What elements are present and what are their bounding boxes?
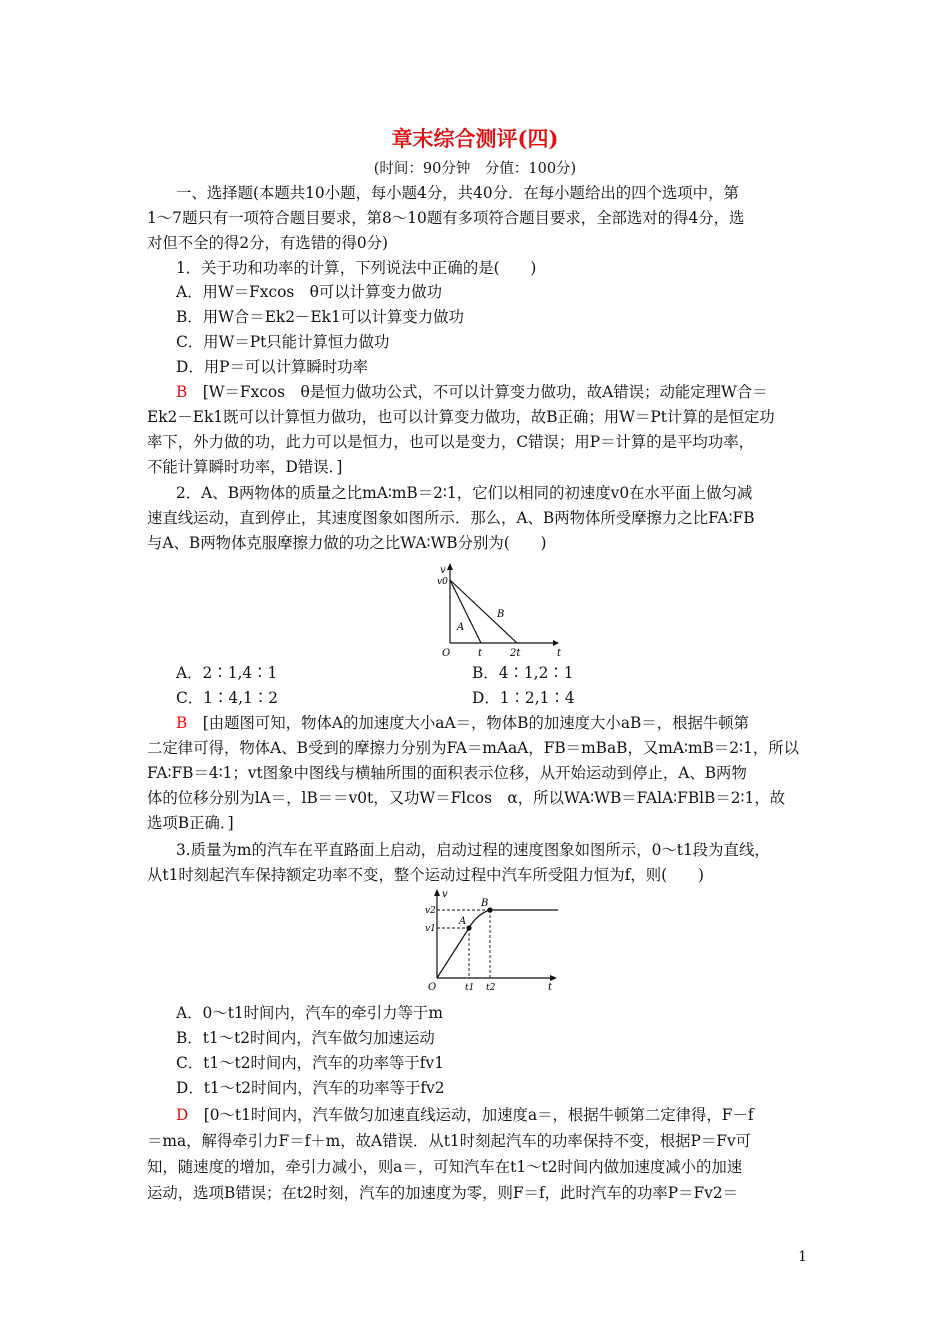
svg-text:t: t xyxy=(557,648,562,659)
section-instructions: 一、选择题(本题共10小题，每小题4分，共40分．在每小题给出的四个选项中，第 xyxy=(176,184,739,202)
q2-explanation: 二定律可得，物体A、B受到的摩擦力分别为FA＝mAaA，FB＝mBaB，又mA∶mB＝2∶1，所以 xyxy=(147,739,800,757)
svg-text:t1: t1 xyxy=(465,983,475,993)
svg-text:O: O xyxy=(428,982,437,993)
svg-text:A: A xyxy=(457,622,465,633)
question-2-stem: 2．A、B两物体的质量之比mA∶mB＝2∶1，它们以相同的初速度v0在水平面上做匀减 xyxy=(176,484,753,502)
q2-option-a: A．2∶1,4∶1 xyxy=(176,664,278,682)
q1-option-d: D．用P＝可以计算瞬时功率 xyxy=(176,358,368,376)
q3-velocity-time-graph xyxy=(412,888,572,998)
q3-option-c: C．t1～t2时间内，汽车的功率等于fv1 xyxy=(176,1054,444,1072)
svg-text:A: A xyxy=(459,916,467,927)
question-3-stem: 3.质量为m的汽车在平直路面上启动，启动过程的速度图象如图所示，0～t1段为直线， xyxy=(176,841,770,859)
q1-explanation: B [W＝Fxcos θ是恒力做功公式，不可以计算变力做功，故A错误；动能定理W合＝ xyxy=(176,383,768,401)
question-1-stem: 1．关于功和功率的计算，下列说法中正确的是( ) xyxy=(176,259,537,277)
q2-explanation: 选项B正确．] xyxy=(147,814,234,832)
point-a xyxy=(466,925,471,930)
q1-explanation: 率下，外力做的功，此力可以是恒力，也可以是变力，C错误；用P＝计算的是平均功率， xyxy=(147,433,754,451)
page-number: 1 xyxy=(798,1249,807,1265)
svg-text:t2: t2 xyxy=(486,983,496,993)
svg-text:v2: v2 xyxy=(425,906,436,916)
q2-option-d: D．1∶2,1∶4 xyxy=(472,689,575,707)
svg-text:v: v xyxy=(440,565,446,576)
q2-options-row xyxy=(176,686,807,710)
q1-option-c: C．用W＝Pt只能计算恒力做功 xyxy=(176,333,390,351)
svg-text:v: v xyxy=(442,889,448,900)
q2-options-row xyxy=(176,661,807,685)
q2-explanation: 体的位移分别为lA＝，lB＝＝v0t，又功W＝Flcos α，所以WA∶WB＝FAlA∶FBlB＝2∶1，故 xyxy=(147,789,786,807)
q2-velocity-time-graph xyxy=(420,560,570,660)
svg-text:2t: 2t xyxy=(510,648,521,659)
q2-explanation: B [由题图可知，物体A的加速度大小aA＝，物体B的加速度大小aB＝，根据牛顿第 xyxy=(176,714,750,732)
page-title: 章末综合测评(四) xyxy=(391,126,559,151)
question-2-stem: 速直线运动，直到停止，其速度图象如图所示．那么，A、B两物体所受摩擦力之比FA∶FB xyxy=(147,509,755,527)
q3-option-d: D．t1～t2时间内，汽车的功率等于fv2 xyxy=(176,1079,445,1097)
exam-meta: (时间：90分钟 分值：100分) xyxy=(373,161,577,177)
svg-text:v1: v1 xyxy=(425,924,436,934)
q3-answer: D xyxy=(176,1106,189,1124)
svg-text:t: t xyxy=(548,982,553,993)
question-2-stem: 与A、B两物体克服摩擦力做的功之比WA∶WB分别为( ) xyxy=(147,534,547,552)
line-a xyxy=(450,580,481,643)
q2-option-b: B．4∶1,2∶1 xyxy=(472,664,574,682)
q3-explanation: 知，随速度的增加，牵引力减小，则a＝，可知汽车在t1～t2时间内做加速度减小的加速 xyxy=(147,1158,743,1176)
q3-explanation: D [0～t1时间内，汽车做匀加速直线运动，加速度a＝，根据牛顿第二定律得，F－f xyxy=(176,1106,754,1124)
q3-explanation: ＝ma，解得牵引力F＝f＋m，故A错误．从t1时刻起汽车的功率保持不变，根据P＝Fv可 xyxy=(147,1132,752,1150)
q1-explanation: Ek2－Ek1既可以计算恒力做功，也可以计算变力做功，故B正确；用W＝Pt计算的是恒定功 xyxy=(147,408,775,426)
q1-explanation: 不能计算瞬时功率，D错误．] xyxy=(147,458,343,476)
q2-option-c: C．1∶4,1∶2 xyxy=(176,689,279,707)
section-instructions: 对但不全的得2分，有选错的得0分) xyxy=(147,234,389,252)
q1-option-b: B．用W合＝Ek2－Ek1可以计算变力做功 xyxy=(176,308,464,326)
q3-option-a: A．0～t1时间内，汽车的牵引力等于m xyxy=(176,1004,443,1022)
question-3-stem: 从t1时刻起汽车保持额定功率不变，整个运动过程中汽车所受阻力恒为f，则( ) xyxy=(147,866,704,884)
line-b xyxy=(450,580,517,643)
q1-answer: B xyxy=(176,383,188,401)
section-instructions: 1～7题只有一项符合题目要求，第8～10题有多项符合题目要求，全部选对的得4分，选 xyxy=(147,209,745,227)
q1-option-a: A．用W＝Fxcos θ可以计算变力做功 xyxy=(176,283,443,301)
svg-text:t: t xyxy=(478,648,483,659)
svg-text:B: B xyxy=(497,609,505,620)
q3-explanation: 运动，选项B错误；在t2时刻，汽车的加速度为零，则F＝f，此时汽车的功率P＝Fv2＝ xyxy=(147,1184,739,1202)
q2-explanation: FA∶FB＝4∶1；vt图象中图线与横轴所围的面积表示位移，从开始运动到停止，A、B两物 xyxy=(147,764,747,782)
svg-text:v0: v0 xyxy=(437,577,448,587)
svg-text:O: O xyxy=(442,648,451,659)
q2-answer: B xyxy=(176,714,188,732)
svg-text:B: B xyxy=(481,898,489,909)
q3-option-b: B．t1～t2时间内，汽车做匀加速运动 xyxy=(176,1029,435,1047)
